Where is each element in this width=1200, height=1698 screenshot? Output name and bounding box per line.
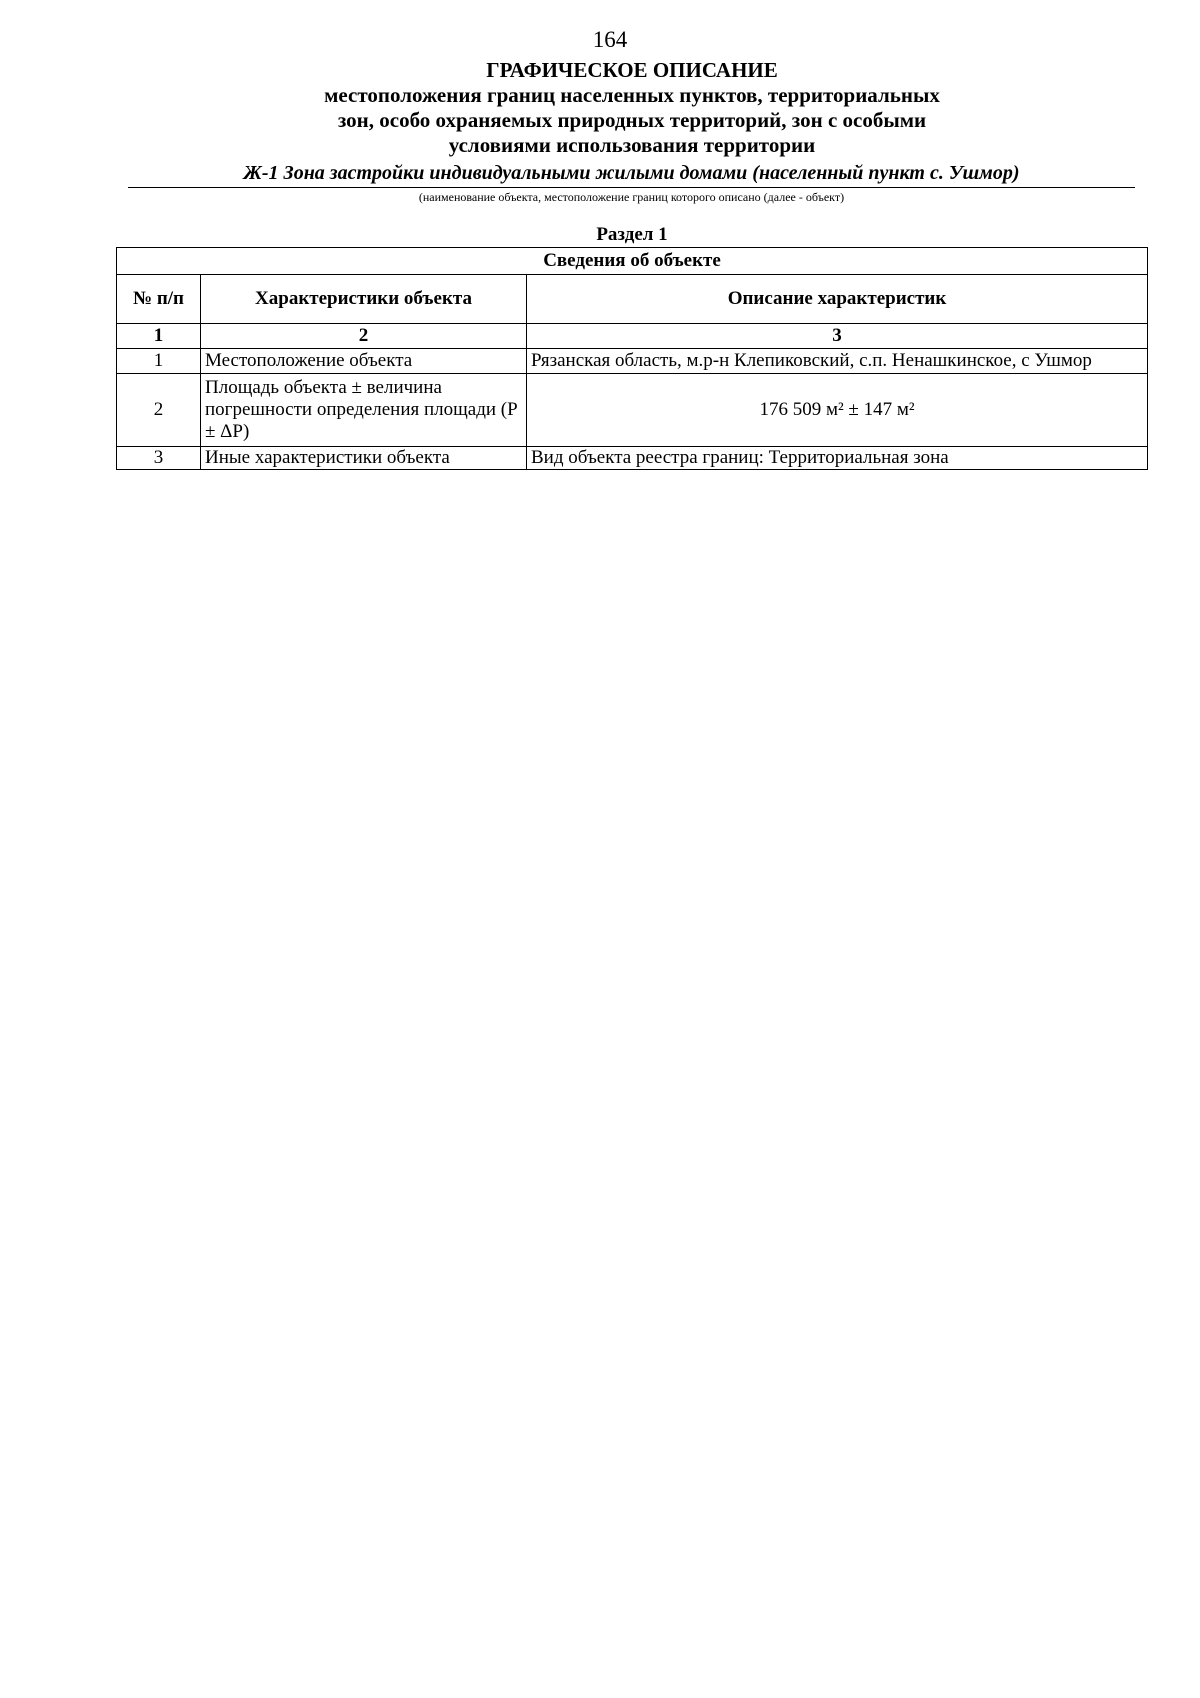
title-line-2: местоположения границ населенных пунктов, территориальных bbox=[324, 83, 940, 107]
object-caption: (наименование объекта, местоположение границ которого описано (далее - объект) bbox=[418, 190, 845, 204]
section-title: Раздел 1 bbox=[596, 224, 668, 245]
table-row bbox=[117, 374, 1148, 447]
column-number-2: 2 bbox=[201, 324, 527, 349]
row-description: Вид объекта реестра границ: Территориальная зона bbox=[527, 447, 1148, 470]
column-header-description: Описание характеристик bbox=[527, 275, 1148, 324]
row-characteristic: Площадь объекта ± величина погрешности определения площади (P ± ΔP) bbox=[201, 374, 527, 447]
column-header-characteristic: Характеристики объекта bbox=[201, 275, 527, 324]
column-header-number: № п/п bbox=[117, 275, 201, 324]
object-name-block bbox=[128, 161, 1135, 205]
row-number: 1 bbox=[117, 349, 201, 374]
row-number: 2 bbox=[117, 374, 201, 447]
row-number: 3 bbox=[117, 447, 201, 470]
column-numbers-row bbox=[117, 324, 1148, 349]
table-caption: Сведения об объекте bbox=[117, 248, 1148, 275]
title-line-3: зон, особо охраняемых природных территорий, зон с особыми bbox=[337, 108, 927, 132]
row-characteristic: Иные характеристики объекта bbox=[201, 447, 527, 470]
table-caption-row bbox=[117, 248, 1148, 275]
column-number-3: 3 bbox=[527, 324, 1148, 349]
document-title bbox=[0, 58, 1200, 158]
page-number: 164 bbox=[592, 27, 628, 52]
row-characteristic: Местоположение объекта bbox=[201, 349, 527, 374]
title-line-1: ГРАФИЧЕСКОЕ ОПИСАНИЕ bbox=[486, 58, 778, 82]
row-description: 176 509 м² ± 147 м² bbox=[527, 374, 1148, 447]
object-name: Ж-1 Зона застройки индивидуальными жилыми домами (населенный пункт с. Ушмор) bbox=[128, 161, 1135, 188]
column-number-1: 1 bbox=[117, 324, 201, 349]
table-header-row bbox=[117, 275, 1148, 324]
object-info-table bbox=[116, 247, 1148, 470]
table-row bbox=[117, 349, 1148, 374]
row-description: Рязанская область, м.р-н Клепиковский, с.п. Ненашкинское, с Ушмор bbox=[527, 349, 1148, 374]
title-line-4: условиями использования территории bbox=[448, 133, 816, 157]
table-row bbox=[117, 447, 1148, 470]
